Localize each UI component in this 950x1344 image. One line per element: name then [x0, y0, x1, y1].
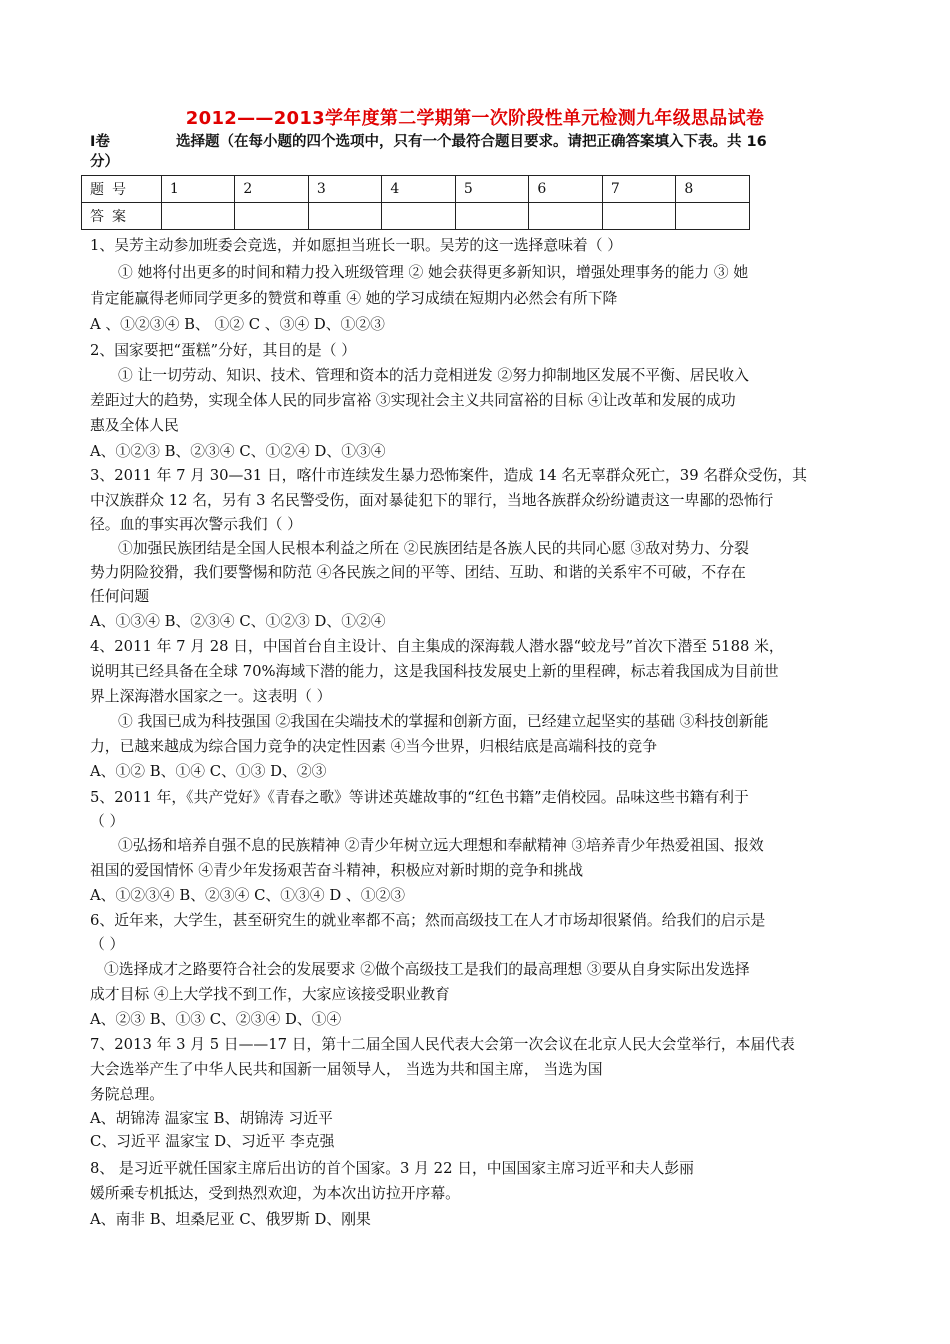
q2-statements: ① 让一切劳动、知识、技术、管理和资本的活力竞相迸发 ②努力抑制地区发展不平衡、居民收入: [118, 367, 749, 384]
answer-cell[interactable]: [529, 203, 603, 230]
answer-cell[interactable]: [602, 203, 676, 230]
answer-cell[interactable]: [308, 203, 382, 230]
q5-blank: （ ）: [90, 813, 125, 830]
section-roman: Ⅰ卷: [90, 134, 110, 150]
question-number-cell: 8: [676, 176, 750, 203]
answer-table-answer-row: [82, 203, 750, 230]
q3-stem: 3、2011 年 7 月 30—31 日，喀什市连续发生暴力恐怖案件，造成 14 名无辜群众死亡，39 名群众受伤，其: [90, 467, 807, 484]
q7-stem-cont: 大会选举产生了中华人民共和国新一届领导人， 当选为共和国主席， 当选为国: [90, 1061, 603, 1078]
answer-cell[interactable]: [676, 203, 750, 230]
q3-stem-cont: 径。血的事实再次警示我们（ ）: [90, 516, 302, 533]
q3-options: A、①③④ B、②③④ C、①②③ D、①②④: [90, 613, 386, 630]
q6-statements-cont: 成才目标 ④上大学找不到工作，大家应该接受职业教育: [90, 986, 450, 1003]
exam-title: 2012——2013学年度第二学期第一次阶段性单元检测九年级思品试卷: [185, 108, 765, 129]
q2-options: A、①②③ B、②③④ C、①②④ D、①③④: [90, 443, 386, 460]
question-number-cell: 7: [602, 176, 676, 203]
section-line-1: [90, 132, 860, 152]
q4-statements: ① 我国已成为科技强国 ②我国在尖端技术的掌握和创新方面，已经建立起坚实的基础 ③科技创新能: [118, 713, 769, 730]
answer-cell[interactable]: [455, 203, 529, 230]
answer-table: [81, 175, 750, 230]
question-number-cell: 3: [308, 176, 382, 203]
answer-table-number-row: [82, 176, 750, 203]
q2-statements-cont: 差距过大的趋势，实现全体人民的同步富裕 ③实现社会主义共同富裕的目标 ④让改革和发展的成功: [90, 392, 736, 409]
answer-cell[interactable]: [235, 203, 309, 230]
q4-stem-cont: 说明其已经具备在全球 70%海域下潜的能力，这是我国科技发展史上新的里程碑，标志着我国成为目前世: [90, 663, 779, 680]
q4-stem-cont: 界上深海潜水国家之一。这表明（ ）: [90, 688, 332, 705]
number-row-header: 题号: [82, 176, 162, 203]
section-instruction: 选择题（在每小题的四个选项中，只有一个最符合题目要求。请把正确答案填入下表。共 16: [176, 134, 767, 150]
question-number-cell: 2: [235, 176, 309, 203]
q5-options: A、①②③④ B、②③④ C、①③④ D 、①②③: [90, 887, 406, 904]
q5-statements: ①弘扬和培养自强不息的民族精神 ②青少年树立远大理想和奉献精神 ③培养青少年热爱祖国、报效: [118, 837, 764, 854]
q6-statements: ①选择成才之路要符合社会的发展要求 ②做个高级技工是我们的最高理想 ③要从自身实际出发选择: [104, 961, 750, 978]
q3-statements-cont: 任何问题: [90, 588, 150, 605]
q4-statements-cont: 力，已越来越成为综合国力竞争的决定性因素 ④当今世界，归根结底是高端科技的竞争: [90, 738, 657, 755]
q8-options: A、南非 B、坦桑尼亚 C、俄罗斯 D、刚果: [90, 1211, 371, 1228]
answer-cell[interactable]: [161, 203, 235, 230]
q3-statements-cont: 势力阴险狡猾，我们要警惕和防范 ④各民族之间的平等、团结、互助、和谐的关系牢不可破，不存在: [90, 564, 746, 581]
answer-row-header: 答案: [82, 203, 162, 230]
section-line-2: 分）: [90, 154, 119, 170]
question-number-cell: 5: [455, 176, 529, 203]
question-number-cell: 1: [161, 176, 235, 203]
q4-stem: 4、2011 年 7 月 28 日，中国首台自主设计、自主集成的深海载人潜水器“蛟龙号”首次下潜至 5188 米，: [90, 638, 784, 655]
q1-options: A 、①②③④ B、 ①② C 、③④ D、①②③: [90, 316, 385, 333]
q4-options: A、①② B、①④ C、①③ D、②③: [90, 763, 327, 780]
q1-statements-cont: 肯定能赢得老师同学更多的赞赏和尊重 ④ 她的学习成绩在短期内必然会有所下降: [90, 290, 618, 307]
section-heading: [90, 132, 860, 172]
q7-stem-cont: 务院总理。: [90, 1086, 164, 1103]
q3-statements: ①加强民族团结是全国人民根本利益之所在 ②民族团结是各族人民的共同心愿 ③敌对势力、分裂: [118, 540, 749, 557]
q6-stem: 6、近年来，大学生，甚至研究生的就业率都不高；然而高级技工在人才市场却很紧俏。给我们的启示是: [90, 912, 766, 929]
q3-stem-cont: 中汉族群众 12 名，另有 3 名民警受伤，面对暴徒犯下的罪行，当地各族群众纷纷谴责这一卑鄙的恐怖行: [90, 492, 774, 509]
q5-stem: 5、2011 年，《共产党好》《青春之歌》等讲述英雄故事的“红色书籍”走俏校园。品味这些书籍有利于: [90, 789, 749, 806]
q6-options: A、②③ B、①③ C、②③④ D、①④: [90, 1011, 342, 1028]
question-number-cell: 6: [529, 176, 603, 203]
q8-stem-cont: 媛所乘专机抵达，受到热烈欢迎，为本次出访拉开序幕。: [90, 1185, 460, 1202]
q7-options-ab: A、胡锦涛 温家宝 B、胡锦涛 习近平: [90, 1110, 333, 1127]
q2-stem: 2、国家要把“蛋糕”分好，其目的是（ ）: [90, 342, 356, 359]
q7-options-cd: C、习近平 温家宝 D、习近平 李克强: [90, 1133, 335, 1150]
answer-cell[interactable]: [382, 203, 456, 230]
q1-stem: 1、吴芳主动参加班委会竞选，并如愿担当班长一职。吴芳的这一选择意味着（ ）: [90, 237, 623, 254]
q2-statements-cont: 惠及全体人民: [90, 417, 179, 434]
q1-statements: ① 她将付出更多的时间和精力投入班级管理 ② 她会获得更多新知识，增强处理事务的能力 ③ 她: [118, 264, 749, 281]
question-number-cell: 4: [382, 176, 456, 203]
q6-blank: （ ）: [90, 936, 125, 953]
q5-statements-cont: 祖国的爱国情怀 ④青少年发扬艰苦奋斗精神，积极应对新时期的竞争和挑战: [90, 862, 584, 879]
q8-stem: 8、 是习近平就任国家主席后出访的首个国家。3 月 22 日，中国国家主席习近平和夫人彭丽: [90, 1160, 694, 1177]
q7-stem: 7、2013 年 3 月 5 日——17 日，第十二届全国人民代表大会第一次会议在北京人民大会堂举行，本届代表: [90, 1036, 795, 1053]
